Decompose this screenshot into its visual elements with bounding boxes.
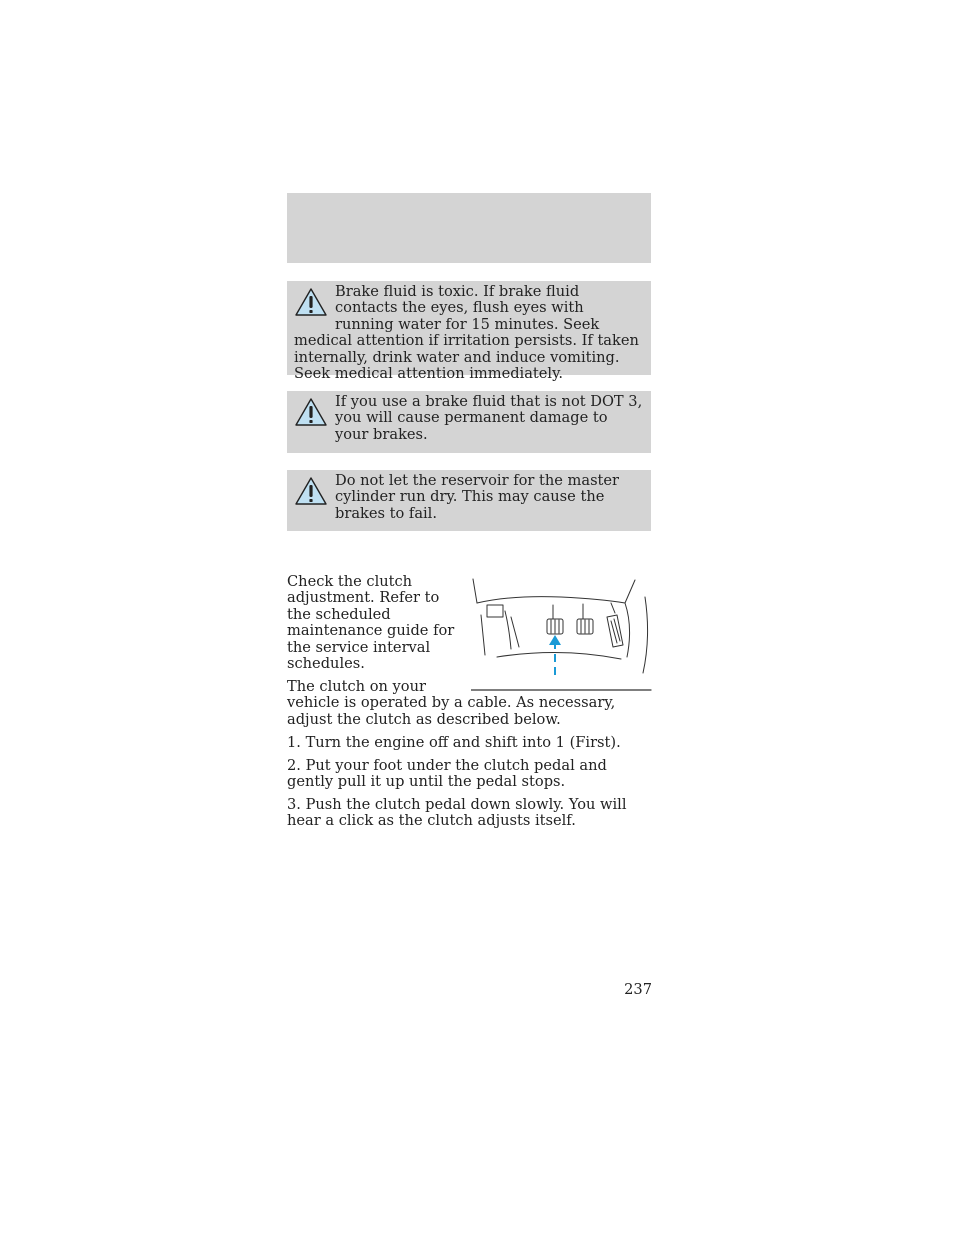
warning-text: Brake fluid is toxic. If brake fluid contacts the eyes, flush eyes with running water for 15 minutes. Seek medical attention if irritation persists. If taken internally, drink water and induce vomiting. Seek medical attention immediately. (294, 283, 639, 383)
clutch-pedal-illustration (471, 577, 653, 693)
paragraph: The clutch on your vehicle is operated by a cable. As necessary, adjust the clutch as described below. (287, 677, 616, 728)
section-header-bar (287, 193, 651, 263)
warning-box-reservoir (287, 470, 651, 531)
warning-box-dot3 (287, 391, 651, 453)
warning-box-toxic (287, 281, 651, 383)
step-item: 3. Push the clutch pedal down slowly. You will hear a click as the clutch adjusts itself. (287, 795, 627, 830)
page-number: 237 (624, 981, 652, 998)
step-item: 2. Put your foot under the clutch pedal and gently pull it up until the pedal stops. (287, 756, 607, 790)
paragraph: Check the clutch adjustment. Refer to the scheduled maintenance guide for the service interval schedules. (287, 573, 455, 673)
warning-text: If you use a brake fluid that is not DOT 3, you will cause permanent damage to your brakes. (335, 393, 643, 443)
warning-triangle-icon (294, 397, 328, 427)
warning-triangle-icon (294, 287, 328, 317)
clutch-section (287, 574, 653, 836)
step-item: 1. Turn the engine off and shift into 1 (First). (287, 733, 621, 751)
warning-text: Do not let the reservoir for the master cylinder run dry. This may cause the brakes to fail. (335, 472, 620, 522)
warning-triangle-icon (294, 476, 328, 506)
